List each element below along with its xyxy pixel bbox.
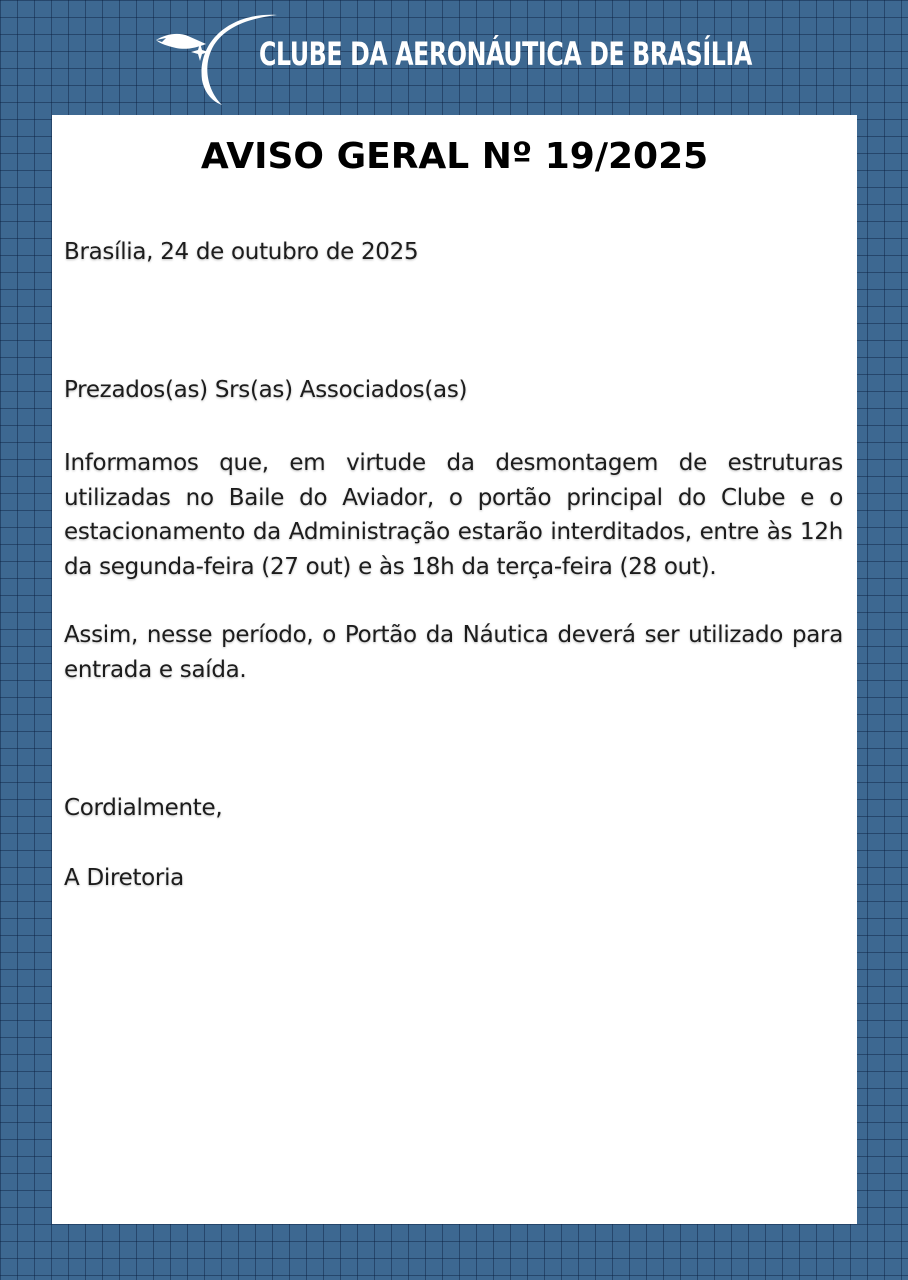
salutation: Prezados(as) Srs(as) Associados(as) bbox=[64, 377, 468, 403]
page-header bbox=[0, 0, 908, 115]
date-line: Brasília, 24 de outubro de 2025 bbox=[64, 239, 419, 265]
notice-paragraph-2: Assim, nesse período, o Portão da Náutica deverá ser utilizado para entrada e saída. bbox=[64, 622, 843, 683]
notice-document bbox=[52, 115, 857, 1224]
club-name: CLUBE DA AERONÁUTICA DE BRASÍLIA bbox=[259, 35, 752, 73]
notice-title: AVISO GERAL Nº 19/2025 bbox=[200, 136, 709, 177]
notice-paragraph-1: Informamos que, em virtude da desmontagem de estruturas utilizadas no Baile do Aviador, o portão principal do Clube e o estacionamento da Administração estarão interditados, entre às 12h da segunda-feira (27 out) e às 18h da terça-feira (28 out). bbox=[64, 450, 843, 580]
signature: A Diretoria bbox=[64, 865, 184, 891]
closing: Cordialmente, bbox=[64, 795, 223, 821]
